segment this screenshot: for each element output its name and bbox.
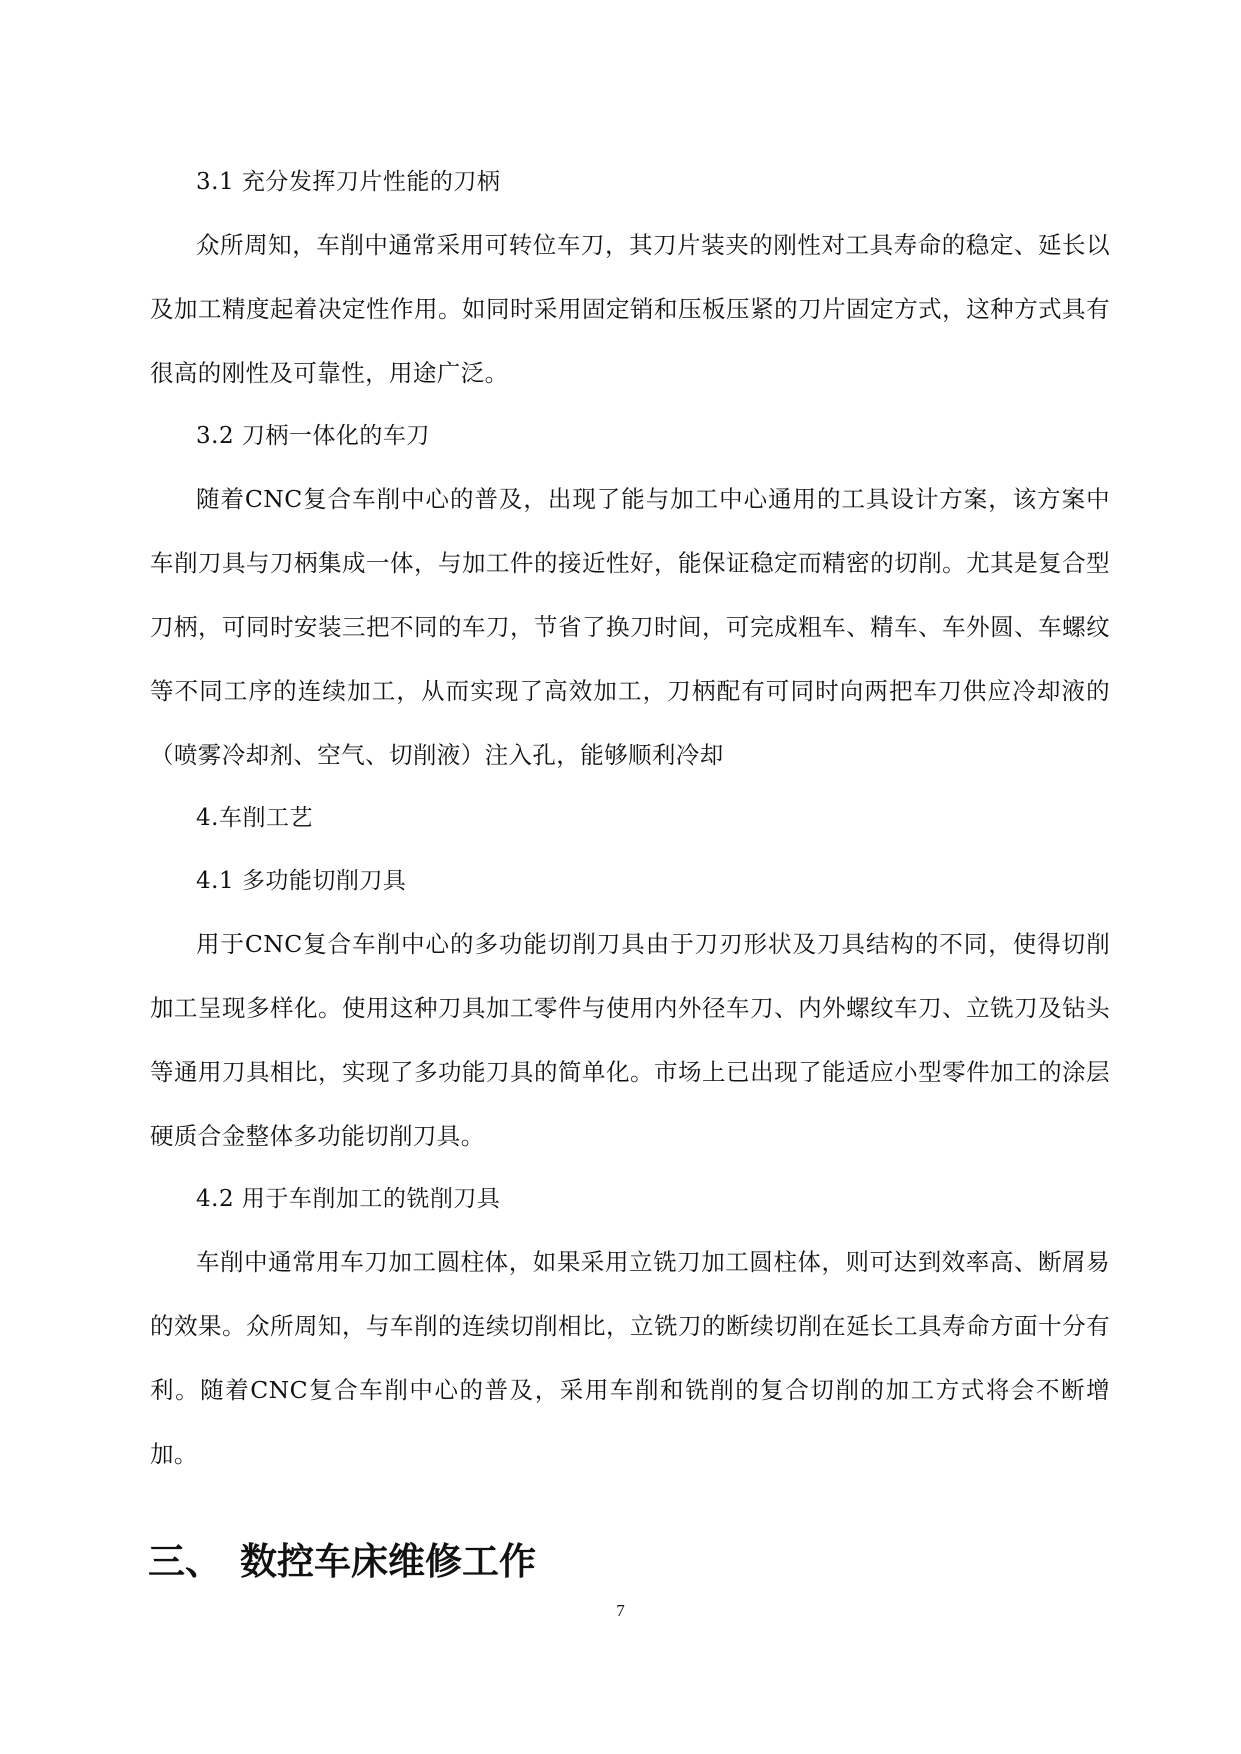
- chapter-title: 数控车床维修工作: [240, 1540, 536, 1583]
- section-heading-4-1: 4.1 多功能切削刀具: [196, 868, 407, 894]
- section-paragraph-4-1: 用于CNC复合车削中心的多功能切削刀具由于刀刃形状及刀具结构的不同，使得切削加工呈现多样化。使用这种刀具加工零件与使用内外径车刀、内外螺纹车刀、立铣刀及钻头等通用刀具相比，实现了多功能刀具的简单化。市场上已出现了能适应小型零件加工的涂层硬质合金整体多功能切削刀具。: [150, 930, 1110, 1150]
- section-heading-4: 4.车削工艺: [196, 805, 313, 831]
- section-paragraph-3-1: 众所周知，车削中通常采用可转位车刀，其刀片装夹的刚性对工具寿命的稳定、延长以及加工精度起着决定性作用。如同时采用固定销和压板压紧的刀片固定方式，这种方式具有很高的刚性及可靠性，用途广泛。: [150, 231, 1110, 387]
- page-number: 7: [616, 1601, 625, 1620]
- section-heading-3-2: 3.2 刀柄一体化的车刀: [196, 423, 430, 449]
- section-heading-4-2: 4.2 用于车削加工的铣削刀具: [196, 1186, 501, 1212]
- chapter-heading: [148, 1538, 536, 1586]
- section-heading-3-1: 3.1 充分发挥刀片性能的刀柄: [196, 169, 501, 195]
- section-paragraph-4-2: 车削中通常用车刀加工圆柱体，如果采用立铣刀加工圆柱体，则可达到效率高、断屑易的效果。众所周知，与车削的连续切削相比，立铣刀的断续切削在延长工具寿命方面十分有利。随着CNC复合车削中心的普及，采用车削和铣削的复合切削的加工方式将会不断增加。: [150, 1248, 1110, 1468]
- page-body: [150, 166, 1110, 1501]
- chapter-number: 三、: [148, 1540, 222, 1583]
- section-paragraph-3-2: 随着CNC复合车削中心的普及，出现了能与加工中心通用的工具设计方案，该方案中车削刀具与刀柄集成一体，与加工件的接近性好，能保证稳定而精密的切削。尤其是复合型刀柄，可同时安装三把不同的车刀，节省了换刀时间，可完成粗车、精车、车外圆、车螺纹等不同工序的连续加工，从而实现了高效加工，刀柄配有可同时向两把车刀供应冷却液的（喷雾冷却剂、空气、切削液）注入孔，能够顺利冷却: [150, 485, 1110, 769]
